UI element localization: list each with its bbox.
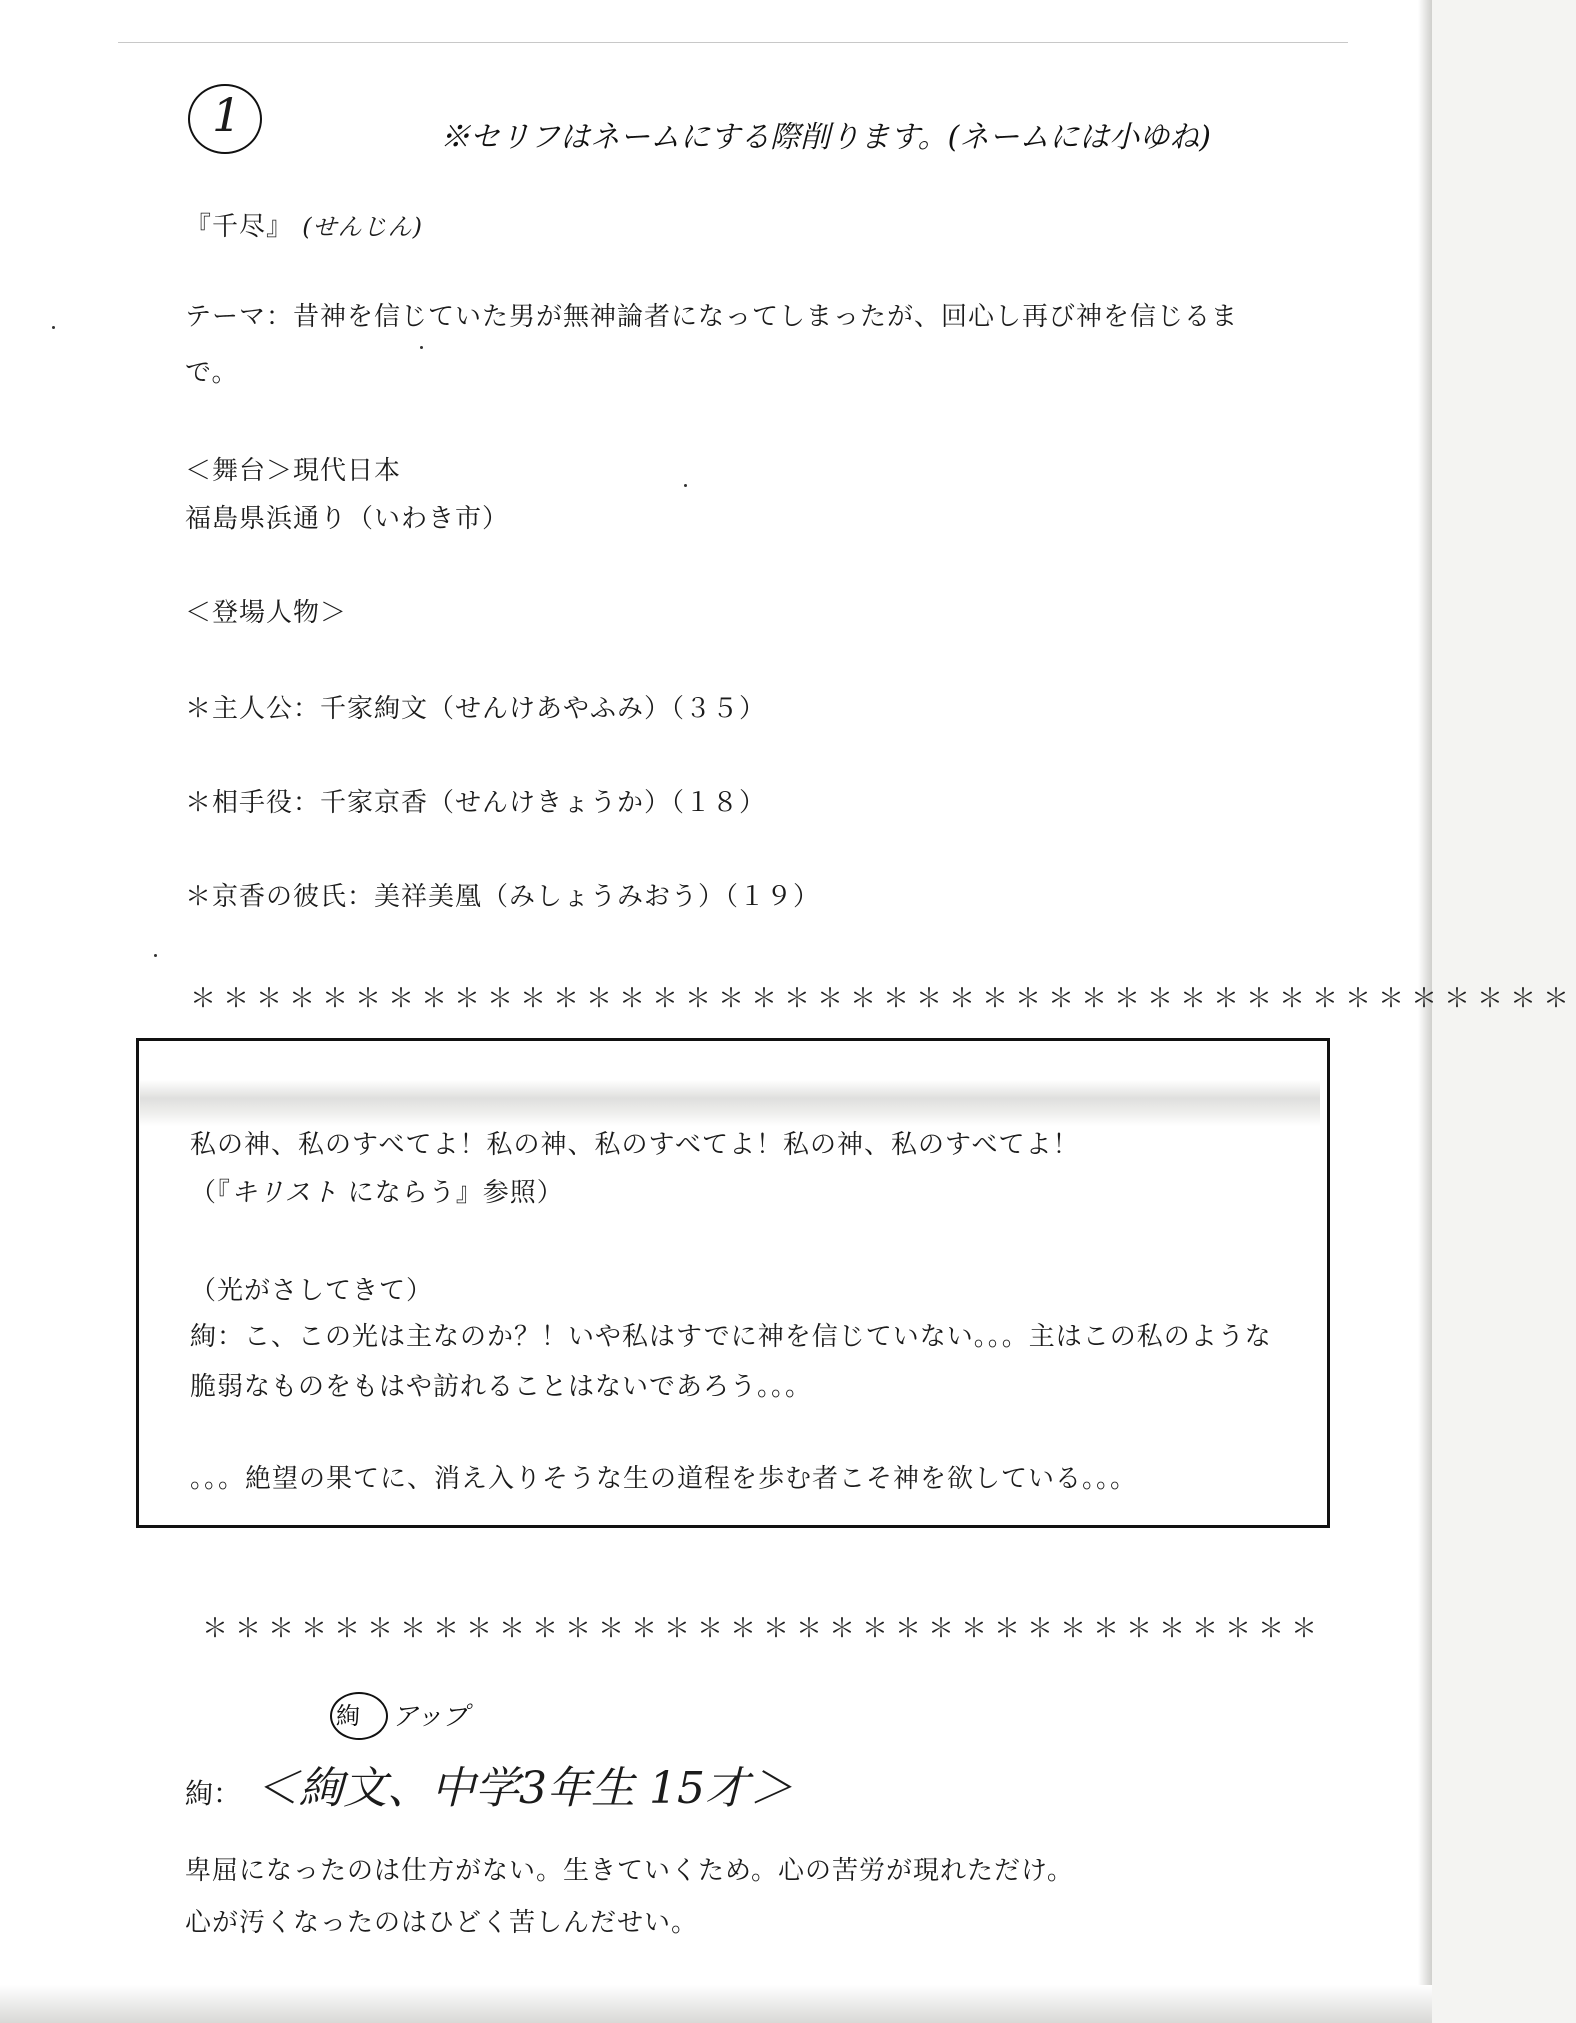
scan-speck (684, 484, 687, 487)
box-stage-direction: （光がさしてきて） (190, 1276, 434, 1306)
title: 『千尽』 (185, 212, 294, 242)
scan-speck (154, 954, 157, 957)
top-rule (118, 42, 1348, 43)
handwritten-note: ※セリフはネームにする際削ります。(ネームには小ゆね) (440, 120, 1212, 155)
page-number: 1 (212, 88, 242, 142)
scan-shadow (0, 1985, 1432, 2023)
box-speech-3: 。。。絶望の果てに、消え入りそうな生の道程を歩む者こそ神を欲している。。。 (190, 1464, 1138, 1494)
character-item: ＊相手役：千家京香（せんけきょうか）（１８） (185, 788, 767, 818)
aya-label: 絢： (185, 1777, 242, 1810)
annotation-text: アップ (392, 1702, 469, 1732)
character-item: ＊京香の彼氏：美祥美凰（みしょうみおう）（１９） (185, 882, 821, 912)
scan-speck (420, 346, 423, 349)
box-speech-1: 絢：こ、この光は主なのか？！いや私はすでに神を信じていない。。。主はこの私のような (190, 1322, 1272, 1352)
setting-place: 福島県浜通り（いわき市） (185, 504, 510, 534)
character-item: ＊主人公：千家絢文（せんけあやふみ）（３５） (185, 694, 767, 724)
setting-heading: ＜舞台＞現代日本 (185, 456, 402, 486)
closing-line-2: 心が汚くなったのはひどく苦しんだせい。 (185, 1908, 699, 1938)
box-reference-open: （『 (190, 1178, 232, 1208)
annotation-circled-text: 絢 (336, 1702, 360, 1730)
characters-heading: ＜登場人物＞ (185, 598, 348, 628)
divider-stars: ＊＊＊＊＊＊＊＊＊＊＊＊＊＊＊＊＊＊＊＊＊＊＊＊＊＊＊＊＊＊＊＊＊＊ (202, 1614, 1325, 1644)
box-speech-2: 脆弱なものをもはや訪れることはないであろう。。。 (190, 1372, 813, 1402)
title-reading: (せんじん) (302, 213, 424, 241)
aya-line (185, 1752, 793, 1816)
divider-stars: ＊＊＊＊＊＊＊＊＊＊＊＊＊＊＊＊＊＊＊＊＊＊＊＊＊＊＊＊＊＊＊＊＊＊＊＊＊＊＊＊＊＊ (190, 984, 1576, 1014)
box-reference-hand: キリスト (231, 1178, 339, 1208)
scan-speck (52, 326, 55, 329)
title-line (185, 206, 423, 243)
theme-line-1: テーマ：昔神を信じていた男が無神論者になってしまったが、回心し再び神を信じるま (185, 302, 1239, 332)
box-reference (190, 1172, 564, 1209)
aya-handwritten: ＜絢文、中学3年生 15才＞ (255, 1763, 793, 1814)
closing-line-1: 卑屈になったのは仕方がない。生きていくため。心の苦労が現れただけ。 (185, 1856, 1074, 1886)
box-line-1: 私の神、私のすべてよ！私の神、私のすべてよ！私の神、私のすべてよ！ (190, 1130, 1080, 1160)
box-reference-close: にならう』参照） (338, 1178, 564, 1208)
theme-line-2: で。 (185, 358, 239, 388)
